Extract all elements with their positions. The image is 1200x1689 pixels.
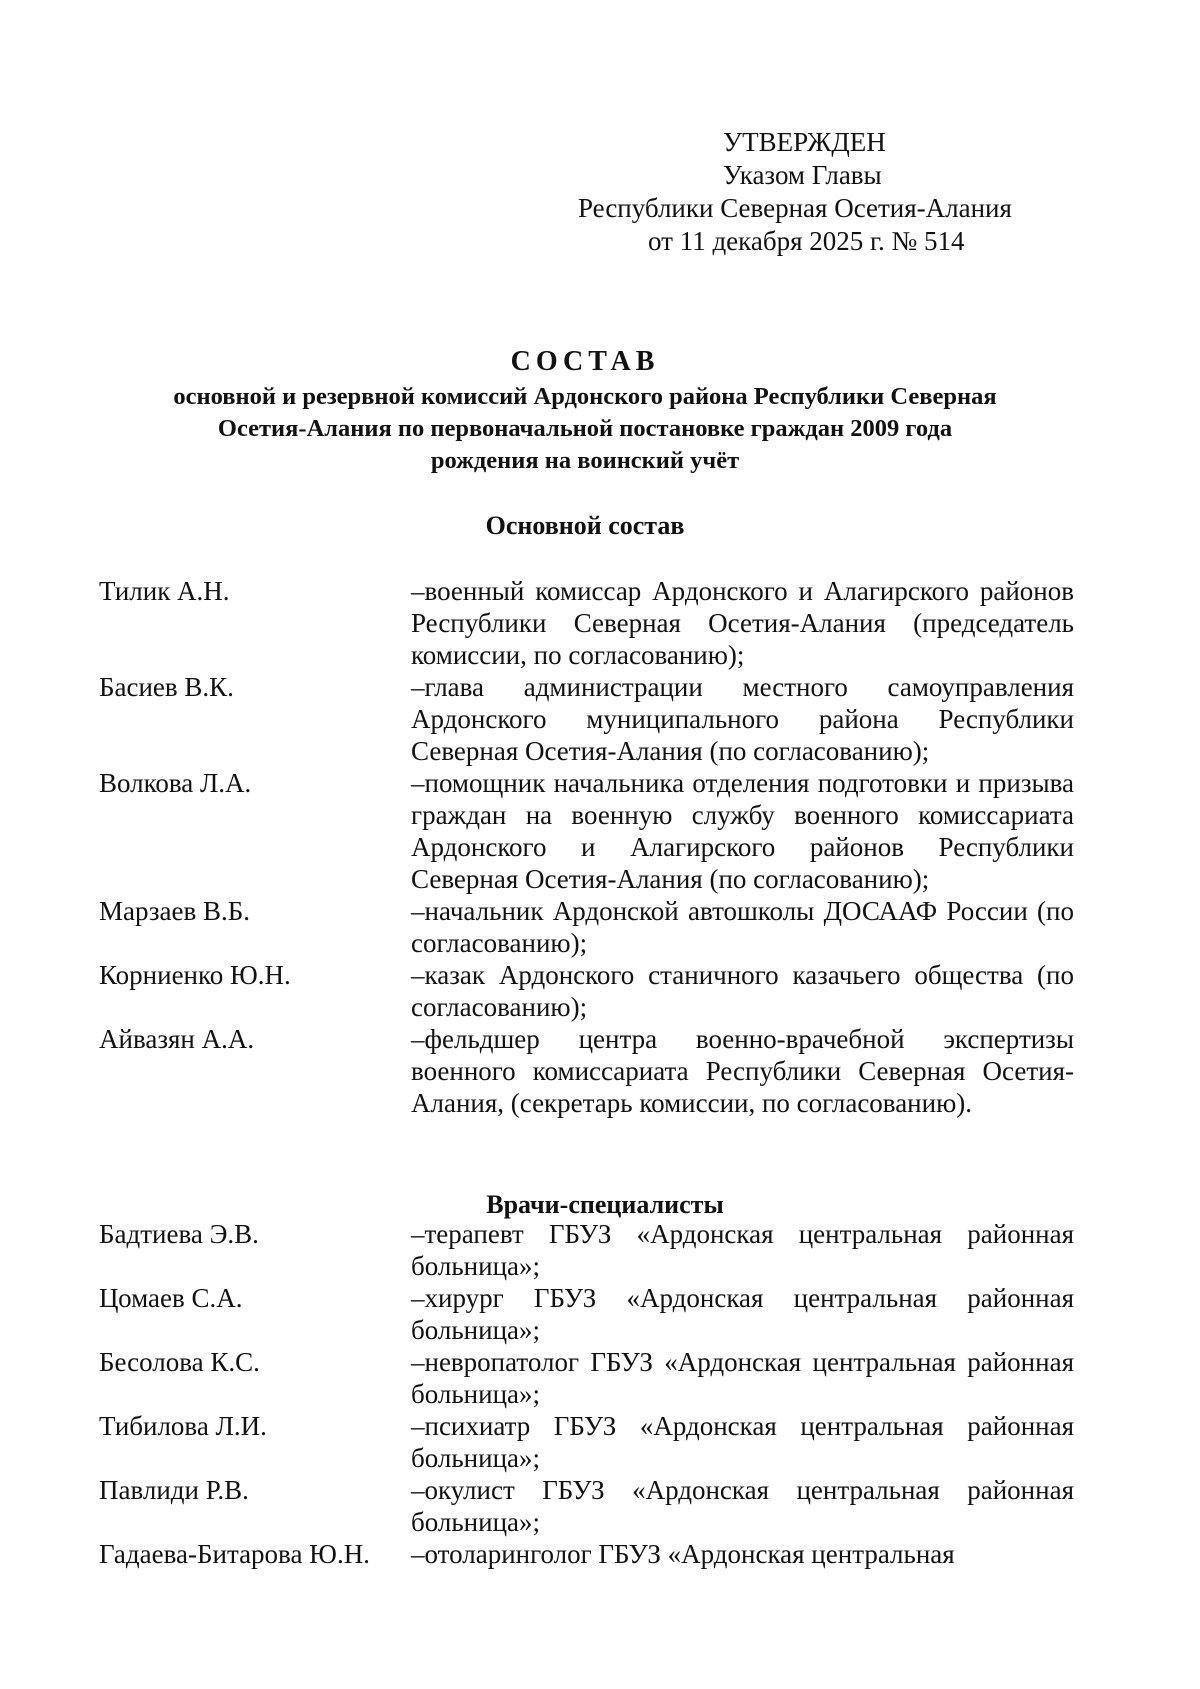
doctor-row xyxy=(99,1474,1074,1538)
member-role: –глава администрации местного самоуправления Ардонского муниципального района Республики Северная Осетия-Алания (по согласованию); xyxy=(411,672,1074,766)
doctor-name: Гадаева-Битарова Ю.Н. xyxy=(99,1539,370,1569)
member-name: Марзаев В.Б. xyxy=(99,896,250,926)
member-row xyxy=(99,959,1074,1023)
doctor-name: Павлиди Р.В. xyxy=(99,1475,249,1505)
doctor-name: Бесолова К.С. xyxy=(99,1347,260,1377)
member-name: Корниенко Ю.Н. xyxy=(99,960,291,990)
member-role: –фельдшер центра военно-врачебной экспертизы военного комиссариата Республики Северная Осетия-Алания, (секретарь комиссии, по согласованию). xyxy=(411,1024,1074,1118)
title-line-2: Осетия-Алания по первоначальной постановке граждан 2009 года xyxy=(217,415,953,442)
doctor-row xyxy=(99,1538,1074,1570)
doctor-role: –окулист ГБУЗ «Ардонская центральная районная больница»; xyxy=(411,1475,1074,1537)
doctor-name: Цомаев С.А. xyxy=(99,1283,243,1313)
document-title xyxy=(80,343,1090,477)
doctor-row xyxy=(99,1218,1074,1282)
title-line-3: рождения на воинский учёт xyxy=(430,447,740,474)
member-role: –казак Ардонского станичного казачьего общества (по согласованию); xyxy=(411,960,1074,1022)
title-word: СОСТАВ xyxy=(510,346,660,377)
doctor-role: –невропатолог ГБУЗ «Ардонская центральная районная больница»; xyxy=(411,1347,1074,1409)
approval-stamp xyxy=(560,126,1060,258)
member-name: Басиев В.К. xyxy=(99,672,234,702)
member-row xyxy=(99,895,1074,959)
member-name: Волкова Л.А. xyxy=(99,768,252,798)
title-line-1: основной и резервной комиссий Ардонского района Республики Северная xyxy=(173,383,997,410)
doctor-name: Бадтиева Э.В. xyxy=(99,1219,259,1249)
doctors-list xyxy=(99,1218,1074,1570)
doctor-row xyxy=(99,1282,1074,1346)
member-row xyxy=(99,767,1074,895)
approval-line-approved: УТВЕРЖДЕН xyxy=(723,127,886,157)
section-heading-doctors: Врачи-специалисты xyxy=(486,1190,724,1219)
doctor-row xyxy=(99,1346,1074,1410)
member-role: –начальник Ардонской автошколы ДОСААФ России (по согласованию); xyxy=(411,896,1074,958)
doctor-role: –терапевт ГБУЗ «Ардонская центральная районная больница»; xyxy=(411,1219,1074,1281)
doctor-role: –хирург ГБУЗ «Ардонская центральная районная больница»; xyxy=(411,1283,1074,1345)
doctor-row xyxy=(99,1410,1074,1474)
member-row xyxy=(99,671,1074,767)
member-name: Тилик А.Н. xyxy=(99,576,230,606)
doctor-role: –психиатр ГБУЗ «Ардонская центральная районная больница»; xyxy=(411,1411,1074,1473)
approval-line-date: от 11 декабря 2025 г. № 514 xyxy=(648,226,965,256)
main-members-list xyxy=(99,575,1074,1119)
member-row xyxy=(99,1023,1074,1119)
member-role: –военный комиссар Ардонского и Алагирского районов Республики Северная Осетия-Алания (председатель комиссии, по согласованию); xyxy=(411,576,1074,670)
approval-line-decree: Указом Главы xyxy=(723,160,882,190)
member-name: Айвазян А.А. xyxy=(99,1024,255,1054)
doctor-name: Тибилова Л.И. xyxy=(99,1411,267,1441)
member-role: –помощник начальника отделения подготовки и призыва граждан на военную службу военного комиссариата Ардонского и Алагирского районов Республики Северная Осетия-Алания (по согласованию); xyxy=(411,768,1074,894)
member-row xyxy=(99,575,1074,671)
section-heading-main: Основной состав xyxy=(485,511,685,540)
approval-line-republic: Республики Северная Осетия-Алания xyxy=(578,193,1012,223)
doctor-role: –отоларинголог ГБУЗ «Ардонская центральная xyxy=(411,1539,955,1569)
